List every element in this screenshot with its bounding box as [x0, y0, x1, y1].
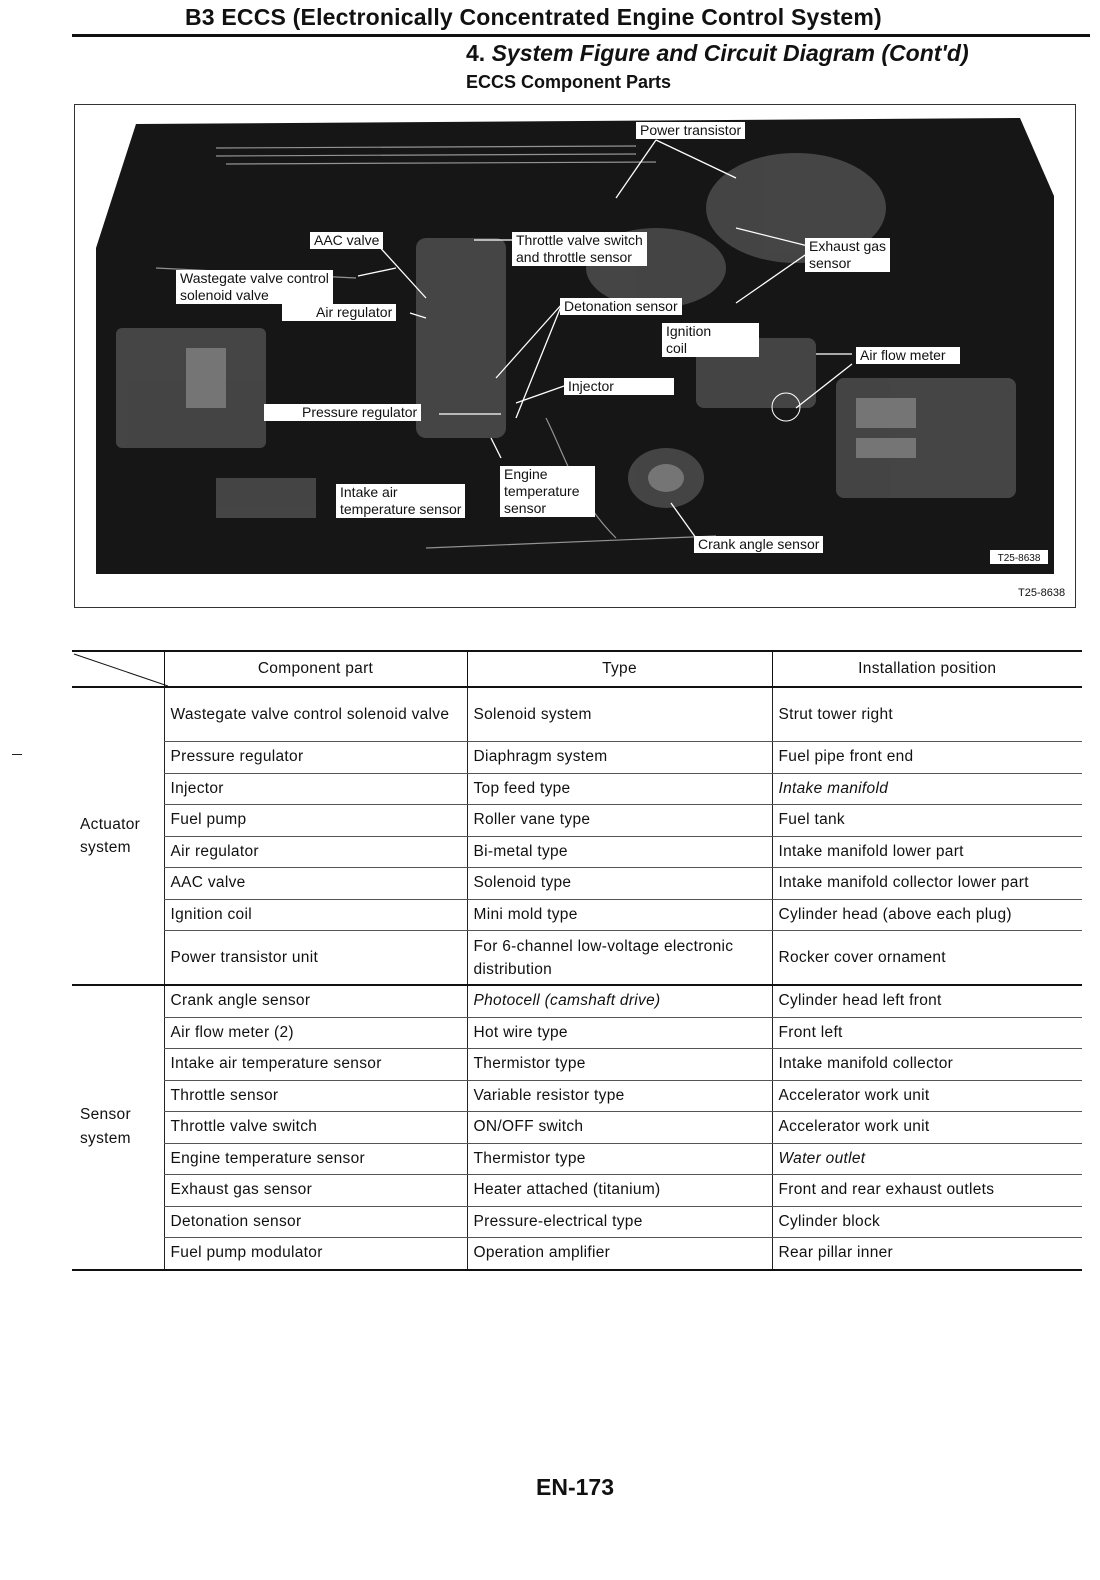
cell-part: Detonation sensor	[164, 1206, 467, 1238]
cell-part: Exhaust gas sensor	[164, 1175, 467, 1207]
cell-type: Bi-metal type	[467, 836, 772, 868]
table-row	[72, 687, 1082, 742]
callout-air-flow-meter: Air flow meter	[856, 347, 960, 364]
cell-position: Intake manifold collector	[772, 1049, 1082, 1081]
table-row	[72, 836, 1082, 868]
cell-type: Top feed type	[467, 773, 772, 805]
cell-type: Variable resistor type	[467, 1080, 772, 1112]
table-row	[72, 899, 1082, 931]
cell-type: Photocell (camshaft drive)	[467, 985, 772, 1017]
callout-aac-valve: AAC valve	[310, 232, 383, 249]
cell-part: Air flow meter (2)	[164, 1017, 467, 1049]
cell-position: Rear pillar inner	[772, 1238, 1082, 1270]
table-row	[72, 868, 1082, 900]
cell-position: Fuel pipe front end	[772, 742, 1082, 774]
diagonal-line	[72, 652, 168, 688]
table-row	[72, 742, 1082, 774]
cell-part: Throttle sensor	[164, 1080, 467, 1112]
cell-type: Hot wire type	[467, 1017, 772, 1049]
cell-type: Thermistor type	[467, 1143, 772, 1175]
cell-part: AAC valve	[164, 868, 467, 900]
section-title-text: System Figure and Circuit Diagram (Cont'd)	[491, 40, 969, 66]
callout-crank-angle: Crank angle sensor	[694, 536, 823, 553]
table-row	[72, 1143, 1082, 1175]
cell-position: Intake manifold collector lower part	[772, 868, 1082, 900]
page-number: EN-173	[536, 1474, 614, 1500]
callout-injector: Injector	[564, 378, 674, 395]
margin-mark	[12, 754, 22, 755]
callout-pressure-regulator: Pressure regulator	[264, 404, 421, 421]
callout-engine-temp: Engine temperature sensor	[500, 466, 595, 517]
cell-position: Front and rear exhaust outlets	[772, 1175, 1082, 1207]
cell-part: Ignition coil	[164, 899, 467, 931]
table-row	[72, 773, 1082, 805]
cell-position: Strut tower right	[772, 687, 1082, 742]
callout-intake-air: Intake air temperature sensor	[336, 484, 465, 518]
table-row	[72, 985, 1082, 1017]
cell-type: Heater attached (titanium)	[467, 1175, 772, 1207]
cell-position: Fuel tank	[772, 805, 1082, 837]
cell-position: Water outlet	[772, 1143, 1082, 1175]
cell-type: ON/OFF switch	[467, 1112, 772, 1144]
table-row	[72, 1080, 1082, 1112]
table-row	[72, 1206, 1082, 1238]
cell-position: Intake manifold lower part	[772, 836, 1082, 868]
cell-part: Engine temperature sensor	[164, 1143, 467, 1175]
cell-position: Cylinder head (above each plug)	[772, 899, 1082, 931]
table-row	[72, 1112, 1082, 1144]
callout-air-regulator: Air regulator	[282, 304, 396, 321]
figure-caption: T25-8638	[1018, 587, 1066, 599]
cell-position: Accelerator work unit	[772, 1112, 1082, 1144]
table-row	[72, 1238, 1082, 1270]
callout-wastegate: Wastegate valve control solenoid valve	[176, 270, 333, 304]
cell-type: For 6-channel low-voltage electronic distribution	[467, 931, 772, 986]
cell-position: Intake manifold	[772, 773, 1082, 805]
cell-part: Throttle valve switch	[164, 1112, 467, 1144]
header-component-part: Component part	[164, 651, 467, 687]
title-rule	[72, 34, 1090, 37]
cell-part: Pressure regulator	[164, 742, 467, 774]
cell-position: Front left	[772, 1017, 1082, 1049]
cell-type: Roller vane type	[467, 805, 772, 837]
diagonal-header-cell	[72, 651, 164, 687]
table-row	[72, 805, 1082, 837]
group-actuator-system: Actuator system	[72, 687, 164, 985]
cell-part: Crank angle sensor	[164, 985, 467, 1017]
document-title: B3 ECCS (Electronically Concentrated Engine Control System)	[185, 4, 882, 30]
cell-part: Power transistor unit	[164, 931, 467, 986]
cell-part: Wastegate valve control solenoid valve	[164, 687, 467, 742]
cell-type: Diaphragm system	[467, 742, 772, 774]
cell-type: Operation amplifier	[467, 1238, 772, 1270]
table-row	[72, 1049, 1082, 1081]
cell-position: Cylinder head left front	[772, 985, 1082, 1017]
subsection-title: ECCS Component Parts	[466, 72, 672, 92]
cell-part: Fuel pump	[164, 805, 467, 837]
cell-position: Accelerator work unit	[772, 1080, 1082, 1112]
cell-position: Rocker cover ornament	[772, 931, 1082, 986]
header-installation-position: Installation position	[772, 651, 1082, 687]
cell-type: Mini mold type	[467, 899, 772, 931]
section-title	[466, 40, 969, 67]
photo-code-label: T25-8638	[997, 553, 1041, 564]
cell-type: Pressure-electrical type	[467, 1206, 772, 1238]
section-number: 4.	[466, 40, 486, 66]
cell-type: Solenoid type	[467, 868, 772, 900]
table-header-row	[72, 651, 1082, 687]
group-sensor-system: Sensor system	[72, 985, 164, 1270]
cell-position: Cylinder block	[772, 1206, 1082, 1238]
callout-detonation: Detonation sensor	[560, 298, 682, 315]
callout-ignition-coil: Ignition coil	[662, 323, 759, 357]
cell-part: Air regulator	[164, 836, 467, 868]
callout-exhaust-gas: Exhaust gas sensor	[805, 238, 890, 272]
cell-part: Injector	[164, 773, 467, 805]
callout-power-transistor: Power transistor	[636, 122, 745, 139]
cell-type: Thermistor type	[467, 1049, 772, 1081]
cell-type: Solenoid system	[467, 687, 772, 742]
table-row	[72, 1017, 1082, 1049]
table-row	[72, 931, 1082, 986]
cell-part: Fuel pump modulator	[164, 1238, 467, 1270]
callout-throttle: Throttle valve switch and throttle sensor	[512, 232, 647, 266]
cell-part: Intake air temperature sensor	[164, 1049, 467, 1081]
table-row	[72, 1175, 1082, 1207]
component-table	[72, 650, 1082, 1271]
header-type: Type	[467, 651, 772, 687]
